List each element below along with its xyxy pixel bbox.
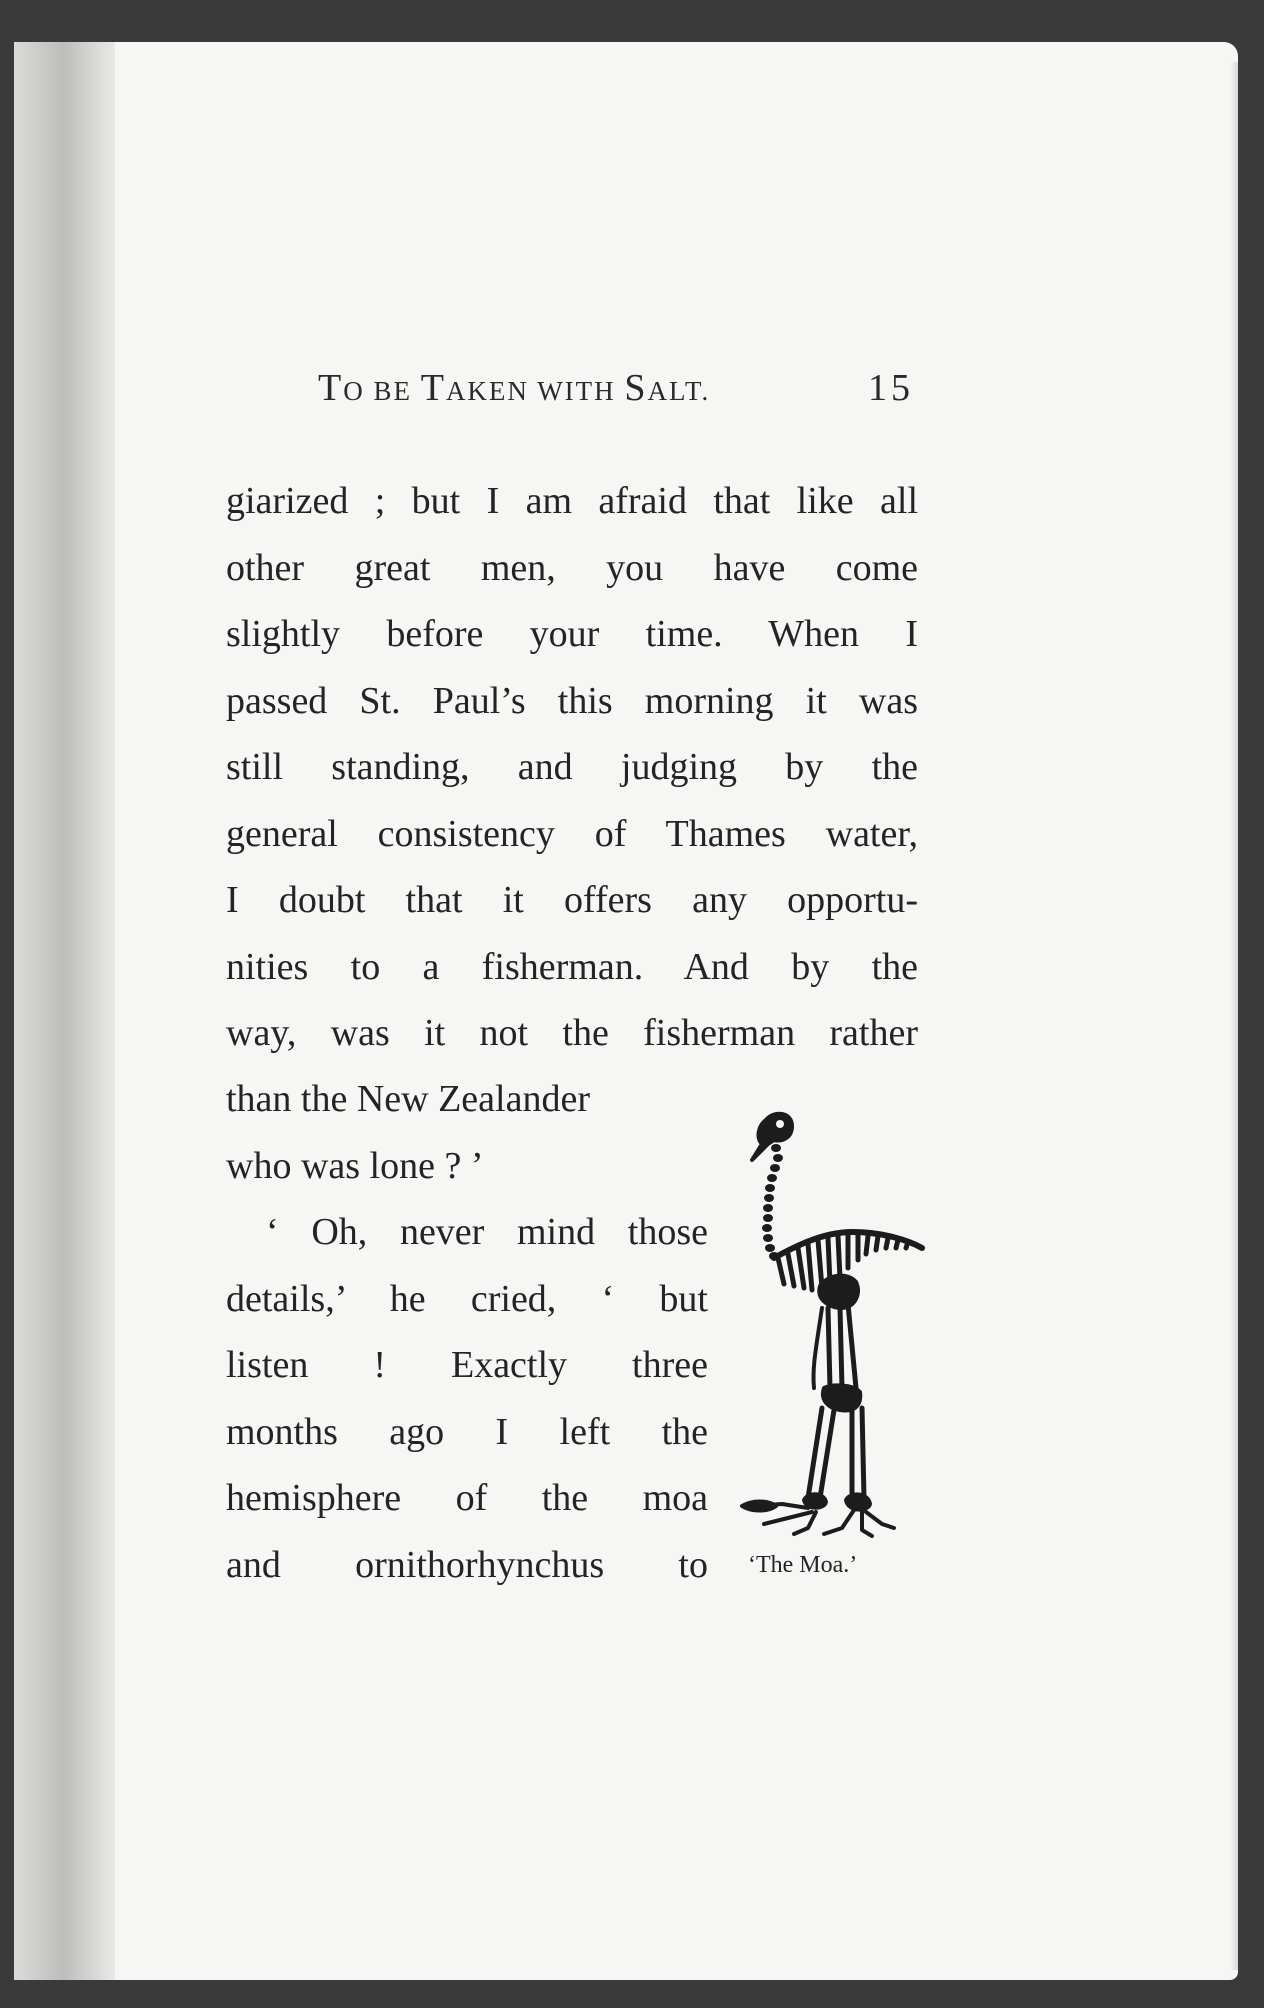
page-edge [0,42,14,1980]
text-line: details,’ he cried, ‘ but [226,1277,708,1320]
paragraph-start-line: ‘ Oh, never mind those [266,1211,708,1253]
text-line: nities to a fisherman. And by the [226,945,918,988]
figure-caption: ‘The Moa.’ [748,1552,858,1578]
body-text-wrapped [226,1066,708,1598]
page-right-edge [1230,62,1238,1970]
running-head [318,360,914,420]
text-line: slightly before your time. When I [226,613,918,655]
running-title: TO BE TAKEN WITH SALT. [318,367,711,409]
text-line: and ornithorhynchus to [226,1543,708,1586]
text-line: giarized ; but I am afraid that like all [226,480,918,522]
text-line: I doubt that it offers any opportu- [226,879,918,921]
text-line: who was lone ? ’ [226,1144,484,1187]
body-text [226,468,918,1067]
moa-skeleton-icon [712,1108,926,1548]
text-line: listen ! Exactly three [226,1344,708,1386]
text-line: still standing, and judging by the [226,746,918,788]
text-line: than the New Zealander [226,1078,590,1120]
text-line: way, was it not the fisherman rather [226,1012,918,1054]
text-line: general consistency of Thames water, [226,812,918,855]
text-line: other great men, you have come [226,546,918,589]
text-line: passed St. Paul’s this morning it was [226,679,918,722]
text-line: months ago I left the [226,1410,708,1453]
gutter-shadow [0,42,115,1980]
text-line: hemisphere of the moa [226,1477,708,1519]
page-number: 15 [868,367,914,409]
moa-figure [712,1108,926,1588]
